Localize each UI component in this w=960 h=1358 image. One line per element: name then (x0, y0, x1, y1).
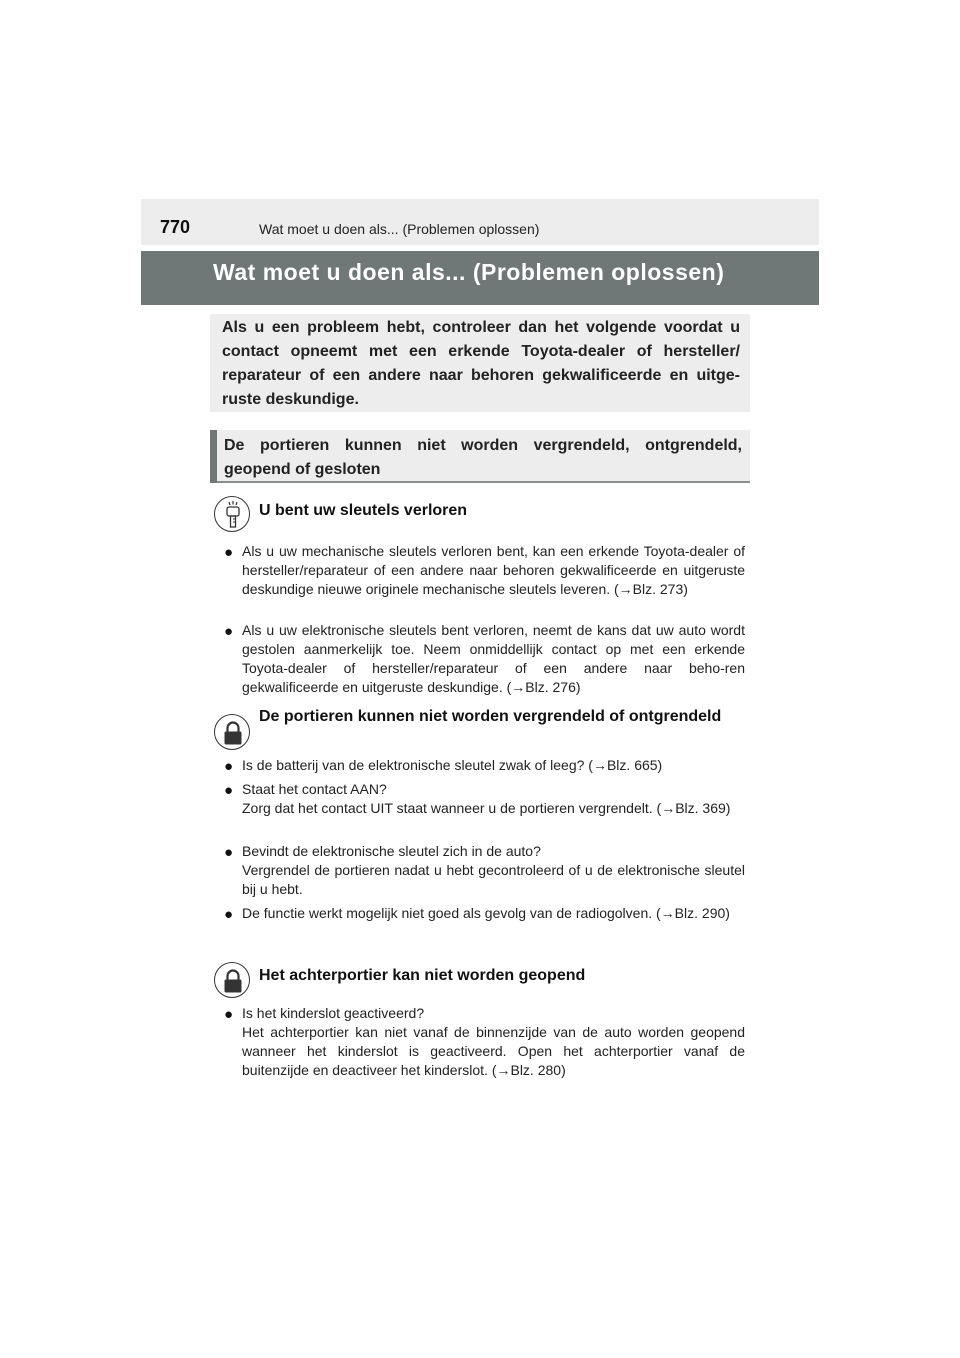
paragraph-child-lock-answer: Het achterportier kan niet vanaf de binnenzijde van de auto worden geopend wanneer het kinderslot is geactiveerd. Open het achterportier vanaf de buitenzijde en deactiveer het kinderslot. (→Blz. 280) (242, 1024, 745, 1078)
bullet-marker: ● (224, 758, 234, 775)
paragraph-mechanical-keys: Als u uw mechanische sleutels verloren bent, kan een erkende Toyota-dealer of hersteller/reparateur of een andere naar behoren gekwalificeerde en uitgeruste deskundige nieuwe originele mechanische sleutels leveren. (→Blz. 273) (242, 543, 745, 597)
section-heading: De portieren kunnen niet worden vergrendeld, ontgrendeld, geopend of gesloten (224, 437, 742, 478)
running-head: Wat moet u doen als... (Problemen oplossen) (259, 221, 540, 237)
paragraph-key-in-car-answer: Vergrendel de portieren nadat u hebt gecontroleerd of u de elektronische sleutel bij u hebt. (242, 862, 745, 897)
paragraph-ignition-answer: Zorg dat het contact UIT staat wanneer u de portieren vergrendelt. (→Blz. 369) (242, 800, 731, 816)
key-icon (214, 496, 250, 532)
lock-icon (214, 714, 250, 750)
lock-icon (214, 962, 250, 998)
paragraph-ignition-question: Staat het contact AAN? (242, 781, 387, 797)
paragraph-key-in-car (242, 842, 745, 899)
paragraph-radio-waves: De functie werkt mogelijk niet goed als gevolg van de radiogolven. (→Blz. 290) (242, 905, 730, 921)
page-number: 770 (160, 217, 191, 237)
bullet-marker: ● (224, 844, 234, 861)
section-accent-bar (210, 430, 217, 483)
bullet-marker: ● (224, 782, 234, 799)
paragraph-battery: Is de batterij van de elektronische sleutel zwak of leeg? (→Blz. 665) (242, 757, 663, 773)
paragraph-key-in-car-question: Bevindt de elektronische sleutel zich in de auto? (242, 843, 541, 859)
bullet-marker: ● (224, 906, 234, 923)
paragraph-ignition (242, 780, 745, 818)
bullet-marker: ● (224, 544, 234, 561)
bullet-marker: ● (224, 1006, 234, 1023)
page-title: Wat moet u doen als... (Problemen oplossen) (213, 259, 725, 285)
subsection-heading-tailgate: Het achterportier kan niet worden geopend (259, 967, 586, 984)
paragraph-child-lock (242, 1004, 745, 1080)
subsection-heading-lost-keys: U bent uw sleutels verloren (259, 502, 468, 519)
paragraph-electronic-keys: Als u uw elektronische sleutels bent verloren, neemt de kans dat uw auto wordt gestolen aanmerkelijk toe. Neem onmiddellijk contact op met een erkende Toyota-dealer of hersteller/reparateur of een andere naar beho-ren gekwalificeerde en uitgeruste deskundige. (→Blz. 276) (242, 622, 745, 695)
paragraph-child-lock-question: Is het kinderslot geactiveerd? (242, 1005, 425, 1021)
intro-text: Als u een probleem hebt, controleer dan het volgende voordat u contact opneemt met een erkende Toyota-dealer of hersteller/ reparateur of een andere naar behoren gekwalificeerde en uitge- ruste deskundige. (222, 319, 740, 408)
bullet-marker: ● (224, 623, 234, 640)
subsection-heading-lock: De portieren kunnen niet worden vergrendeld of ontgrendeld (259, 708, 722, 725)
